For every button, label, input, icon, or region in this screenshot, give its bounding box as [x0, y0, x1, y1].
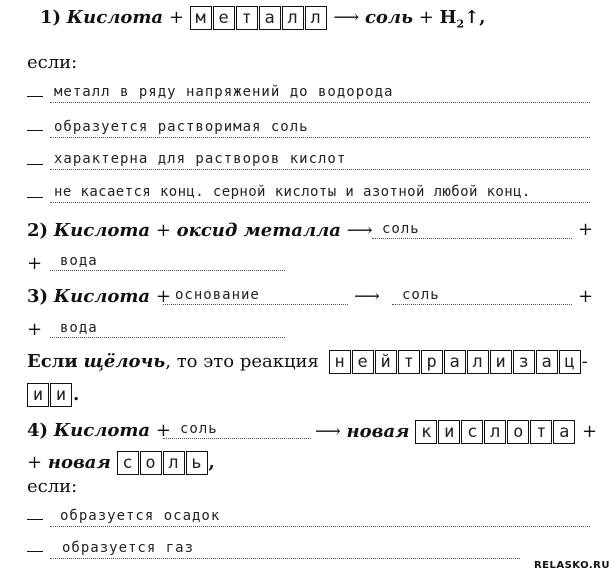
neutralization-letter-boxes [329, 350, 582, 374]
answer-line [392, 304, 572, 305]
letter-box: т [530, 420, 552, 444]
acid-letter-boxes [415, 420, 576, 444]
equation-4-rhs [315, 420, 597, 444]
alkali-continuation [27, 383, 79, 407]
letter-box: с [117, 451, 139, 475]
condition-answer: образуется растворимая соль [54, 119, 309, 135]
equation-3 [27, 286, 171, 307]
letter-box: а [259, 6, 281, 30]
condition-answer: металл в ряду напряжений до водорода [54, 84, 394, 100]
letter-box: а [444, 350, 466, 374]
plus-sign: + [418, 7, 434, 28]
equation-number: 1) [40, 7, 62, 28]
equation-2 [27, 220, 373, 241]
letter-box: т [236, 6, 258, 30]
equation-4 [27, 420, 171, 441]
answer-salt: соль [382, 221, 420, 237]
answer-line [50, 202, 590, 203]
if-word: Если [27, 351, 78, 372]
acid-label: Кислота [53, 220, 151, 241]
letter-box: л [467, 350, 489, 374]
arrow: ⟶ [354, 286, 380, 307]
plus-sign: + [27, 452, 43, 473]
acid-label: Кислота [53, 420, 151, 441]
plus-sign: + [155, 220, 171, 241]
period: . [73, 384, 80, 405]
watermark: RELASKO.RU [533, 560, 610, 571]
dash [27, 197, 43, 198]
arrow: ⟶ [315, 421, 341, 442]
letter-box: с [461, 420, 483, 444]
equation-number: 2) [27, 220, 49, 241]
metal-letter-boxes [190, 6, 328, 30]
answer-line [50, 337, 285, 338]
plus-sign: + [155, 286, 171, 307]
letter-box: р [421, 350, 443, 374]
letter-box: а [536, 350, 558, 374]
plus-sign: + [578, 286, 594, 307]
if-label: если: [27, 52, 78, 73]
answer-line [50, 169, 590, 170]
letter-box: л [484, 420, 506, 444]
equation-number: 4) [27, 420, 49, 441]
answer-water: вода [60, 320, 98, 336]
answer-line [50, 102, 590, 103]
answer-salt: соль [402, 287, 440, 303]
answer-salt: соль [180, 421, 218, 437]
arrow: ⟶ [333, 7, 360, 28]
letter-box: о [507, 420, 529, 444]
answer-base: основание [175, 287, 260, 303]
condition-answer: образуется осадок [60, 508, 221, 524]
answer-water: вода [60, 253, 98, 269]
letter-box: л [163, 451, 185, 475]
dash [27, 551, 43, 552]
letter-box: л [282, 6, 304, 30]
alkali-word: щёлочь [83, 351, 166, 372]
letter-box: е [213, 6, 235, 30]
letter-box: к [415, 420, 437, 444]
salt-letter-boxes [117, 451, 209, 475]
plus-sign: + [155, 420, 171, 441]
acid-label: Кислота [66, 7, 164, 28]
letter-box: ц [559, 350, 581, 374]
letter-box: и [50, 383, 72, 407]
sentence-text: , то это реакция [165, 351, 319, 372]
condition-answer: образуется газ [62, 540, 195, 556]
letter-box: з [513, 350, 535, 374]
letter-box: м [190, 6, 212, 30]
plus-sign: + [578, 219, 594, 240]
if-label: если: [27, 476, 78, 497]
plus-sign: + [27, 319, 43, 340]
letter-box: и [438, 420, 460, 444]
salt-label: соль [364, 7, 413, 28]
answer-line [163, 304, 348, 305]
comma: , [208, 452, 215, 473]
dash [27, 96, 43, 97]
answer-line [372, 238, 572, 239]
letter-box: ь [186, 451, 208, 475]
answer-line [50, 526, 590, 527]
letter-box: о [140, 451, 162, 475]
condition-answer: не касается конц. серной кислоты и азотной любой конц. [54, 184, 531, 200]
hyphen: - [581, 351, 588, 372]
equation-number: 3) [27, 286, 49, 307]
answer-line [50, 558, 520, 559]
new-word: новая [47, 452, 111, 473]
letter-box: е [352, 350, 374, 374]
metal-oxide-label: оксид металла [176, 220, 341, 241]
new-word: новая [346, 421, 410, 442]
equation-1 [40, 6, 486, 31]
letter-box: н [329, 350, 351, 374]
letter-box: т [398, 350, 420, 374]
equation-4-cont [27, 451, 215, 475]
letter-box: й [375, 350, 397, 374]
condition-answer: характерна для растворов кислот [54, 151, 347, 167]
acid-label: Кислота [53, 286, 151, 307]
letter-box: л [305, 6, 327, 30]
hydrogen-formula: $H_2↑$, [439, 7, 486, 31]
plus-sign: + [168, 7, 184, 28]
letter-box: и [27, 383, 49, 407]
letter-box: а [553, 420, 575, 444]
answer-line [50, 270, 285, 271]
dash [27, 130, 43, 131]
answer-line [163, 438, 311, 439]
dash [27, 164, 43, 165]
arrow: ⟶ [346, 220, 373, 241]
dash [27, 519, 43, 520]
answer-line [50, 137, 590, 138]
letter-box: и [490, 350, 512, 374]
neutralization-letter-boxes-2 [27, 383, 73, 407]
alkali-sentence [27, 350, 588, 374]
plus-sign: + [27, 253, 43, 274]
plus-sign: + [581, 421, 598, 442]
